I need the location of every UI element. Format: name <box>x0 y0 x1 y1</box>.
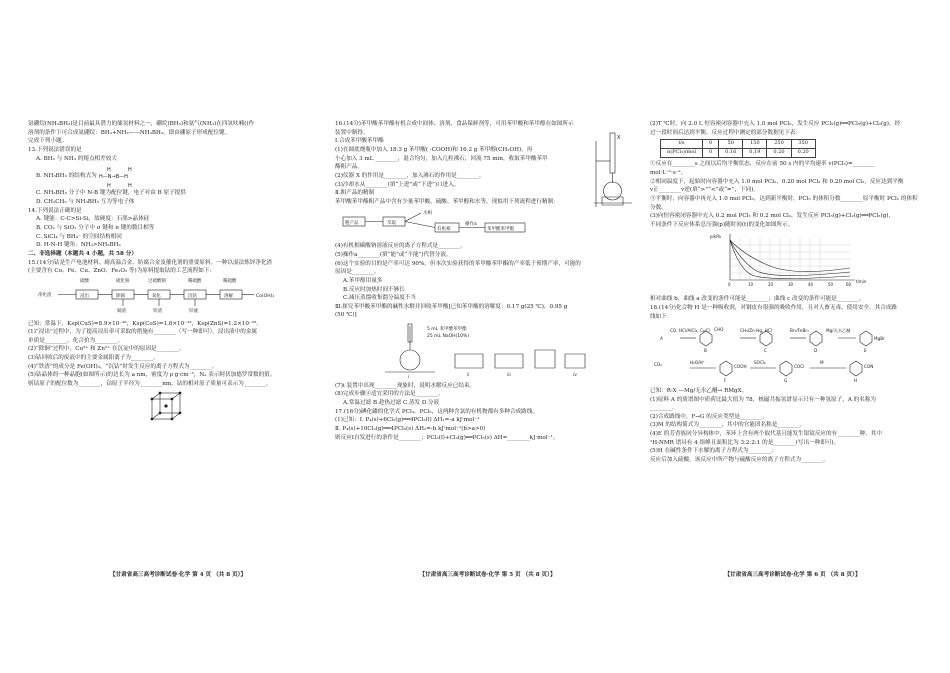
svg-text:H—N→B—H: H—N→B—H <box>98 174 128 181</box>
axis-label: p/kPa <box>710 233 721 239</box>
flow-label: 水相 <box>423 210 432 216</box>
text-line: (1)已知：Ⅰ. P₄(s)+6Cl₂(g)══4PCl₃(l) ΔH₁=-a kJ·mol⁻¹ <box>335 417 480 424</box>
flow-label: 锌液 <box>189 308 198 314</box>
apparatus-label: iv <box>573 373 577 379</box>
flow-label: 沉钴 <box>188 293 197 299</box>
text-line: ¹H-NMR 谱具有 4 组峰且面积比为 3:2:2:1 的是________(写出一种即可)。 <box>650 439 840 446</box>
page-footer: 【甘肃省高三高考诊断试卷·化学 第 5 页 （共 8 页）】 <box>419 572 556 579</box>
scheme-label: CH₃/Zn-Hg, HCl <box>740 328 772 334</box>
structure-formula-icon <box>97 163 147 189</box>
option: A.苯甲醇用量多 <box>343 277 383 284</box>
flow-label: 稀硫酸 <box>223 278 237 284</box>
text-line: (8)完成步骤④适宜采用的方法是________。 <box>335 391 444 398</box>
exam-page-5 <box>335 120 640 580</box>
option: C.减压蒸馏收集馏分温度不当 <box>343 295 416 302</box>
text-line: (3)向恒容密闭容器中充入 0.2 mol PCl₅ 和 0.2 mol Cl₂，发生反应 PCl₅(g)+Cl₂(g)══PCl₃(g)， <box>650 213 895 220</box>
text-line: 已知：常温下，Ksp(CuS)=8.9×10⁻³⁶，Ksp(CoS)=1.8×10⁻²²，Ksp(ZnS)=1.2×10⁻²²。 <box>28 320 262 327</box>
apparatus-label: 5 mL 苯甲酸苯甲酯 <box>427 327 467 333</box>
text-line: 则钴原子的配位数为________，钴原子半径为________nm，钴的相对原子质量可表示为________。 <box>28 381 272 388</box>
flow-label: 苯甲酸苯甲酯 <box>487 226 514 232</box>
text-line: (1)原料 A 的质谱图中质荷比最大值为 78，核磁共振氢谱显示只有一种氢原子，A 的名称为 <box>650 396 877 403</box>
reflux-apparatus-icon <box>588 131 638 211</box>
svg-text:H: H <box>127 183 132 190</box>
text-line: 则反应Ⅰ自发进行的条件是________；PCl₃(l)+Cl₂(g)══PCl₅(s) ΔH=________kJ·mol⁻¹。 <box>335 434 559 441</box>
scheme-label: MgBr <box>874 336 885 342</box>
table-cell: t/s <box>661 140 703 149</box>
flow-label: 萃取 <box>387 220 396 226</box>
tick-label: 60 <box>846 281 852 287</box>
flow-label: 硫酸 <box>80 278 89 284</box>
apparatus-label: 25 mL NaOH(10%) <box>427 334 470 340</box>
question-15: 15.(14分)钴是生产电池材料、耐高温合金、防腐合金及催化剂的重要原料。一种以湿法炼锌净化渣 <box>28 259 273 266</box>
option: B. CO₂ 与 SiO₂ 分子中 σ 键和 π 键的数目相等 <box>36 224 155 231</box>
table-row <box>661 149 816 158</box>
sub-heading: Ⅰ.合成苯甲酸苯甲酯 <box>335 138 384 145</box>
scheme-label: COOH <box>734 364 747 370</box>
scheme-label: CHO <box>714 327 724 333</box>
flow-label: 溶解 <box>224 293 233 299</box>
flow-label: 铜渣 <box>117 308 126 314</box>
table-cell: 350 <box>791 140 815 149</box>
axis-label: t/min <box>856 278 867 284</box>
text-line: 过一段时间后达到平衡。反应过程中测定的部分数据见下表： <box>650 129 802 136</box>
table-cell: n(PCl₃)/mol <box>661 149 703 158</box>
exam-page-4 <box>28 120 328 580</box>
flow-label: 铁渣 <box>153 308 162 314</box>
section-heading: 二、非选择题（本题共 4 小题，共 58 分） <box>28 250 137 257</box>
text-line: Ⅲ.探究苯甲酸苯甲酯的碱性水解并回收苯甲酸[已知苯甲酸的溶解度：0.17 g(25 ℃)，0.95 g <box>335 303 568 310</box>
option: A.常温过滤 B.趁热过滤 C.蒸发 D.分液 <box>343 400 440 407</box>
text-line: 酯粗产品。 <box>335 164 363 171</box>
text-line: 相对曲线 b，曲线 a 改变的条件可能是________；曲线 c 改变的条件可能是________。 <box>650 296 865 303</box>
option: B.反应时加热时间不够长 <box>343 286 405 293</box>
text-line: (4)E 的芳香族同分异构体中，苯环上含有两个取代基且能发生银镜反应的有________种，其中 <box>650 431 882 438</box>
option: A. BH₃ 与 NH₃ 的熔点相差较大 <box>36 155 117 162</box>
text-line: (2)合成路线中，F→G 的反应类型是________。 <box>650 413 768 420</box>
tick-label: 10 <box>748 281 754 287</box>
option: B. NH₃BH₃ 的结构式为 <box>36 172 97 179</box>
scheme-label: CON <box>864 364 874 370</box>
apparatus-label: ii <box>467 373 470 379</box>
text-line: 线如下： <box>650 313 673 320</box>
text-line: (7)i 装置中出现________现象时，说明水解反应已结束。 <box>335 382 476 389</box>
exam-page-6 <box>650 120 935 580</box>
question-18: 18.(14分)化合物 H 是一种吸收剂，对钢皮有很强的吸收作用，且对人畜无毒，使用安全。其合成路 <box>650 304 897 311</box>
scheme-label: M <box>820 360 824 366</box>
scheme-label: A <box>660 336 663 342</box>
hydrolysis-apparatus-diagram <box>335 320 635 378</box>
text-line: ②相同温度下，起始时向容器中充入 1.0 mol PCl₅、0.20 mol PCl₃ 和 0.20 mol Cl₂，反应达到平衡 <box>650 178 904 185</box>
crystal-unit-cell-icon <box>138 389 198 423</box>
synthesis-route-diagram <box>650 321 935 383</box>
page-footer: 【甘肃省高三高考诊断试卷·化学 第 4 页 （共 8 页）】 <box>109 572 247 579</box>
text-line: (2)仪器 X 的作用是________，加入沸石的作用是________。 <box>335 172 485 179</box>
table-cell: 0 <box>702 149 718 158</box>
table-cell: 0.19 <box>743 149 767 158</box>
text-line: (3)钴回收后的废液中的主要金属阳离子为________。 <box>28 355 159 362</box>
table-cell: 0.16 <box>719 149 743 158</box>
text-line: (5)H 在碱性条件下水解的离子方程式为________； <box>650 448 777 455</box>
text-line: Ⅱ. P₄(s)+10Cl₂(g)══4PCl₅(s) ΔH₂=-b kJ·mol⁻¹(b>a>0) <box>335 426 486 433</box>
text-line: 反应后加入硫酸，该反应中所产物与硫酸反应的离子方程式为________。 <box>650 457 830 464</box>
text-line: 氨硼烷(NH₃BH₃)是目前最具潜力的储氢材料之一，硼烷(BH₃)和氨气(NH₃)在四氢呋喃()作 <box>28 121 255 127</box>
scheme-label: CO₂ <box>654 362 662 368</box>
question-14: 14.下列说法正确的是 <box>28 207 82 214</box>
text-line: (1)在圆底烧瓶中加入 18.3 g 苯甲酸( -COOH)和 16.2 g 苯甲醇(CH₂OH)，再 <box>335 146 533 153</box>
text-line: ________。 <box>650 405 678 412</box>
pressure-time-graph <box>650 230 935 292</box>
text-line: mol·L⁻¹·s⁻¹。 <box>650 169 687 176</box>
scheme-label: E <box>864 348 867 354</box>
text-line: (6)这个实验的目的是产率可达 90%，但本次实验获得的苯甲酸苯甲酯的产率低于预期产率，可能的 <box>335 260 581 267</box>
table-cell: 50 <box>719 140 743 149</box>
text-line: 单质是________，化合价为________。 <box>28 337 124 344</box>
text-line: 小心加入 3 mL ________，混合均匀，加入几粒沸石，回流 75 min，收取苯甲酸苯甲 <box>335 155 548 162</box>
flow-label: 净化渣 <box>38 292 52 298</box>
scheme-label: SOCl₂ <box>754 360 766 366</box>
flow-label: 硫化钠 <box>116 278 130 284</box>
svg-text:X: X <box>617 135 621 142</box>
text-line: ③平衡时，向容器中再充入 1.0 mol PCl₅，达到新平衡时，PCl₅ 的体积分数________原平衡时 PCl₅ 的体积 <box>650 195 918 202</box>
text-line: (1)“浸出”过程中，为了提高浸出率可采取的措施有________（写一种即可）。浸出液中的金属 <box>28 329 258 336</box>
purification-flow-diagram <box>335 207 635 239</box>
scheme-label: C <box>764 348 767 354</box>
option: C. SiCl₄ 与 BH₄⁻ 的空间结构相同 <box>36 233 122 240</box>
flow-label: 氧化 <box>152 293 161 299</box>
text-line: v正________v逆(填“>”“<”或“=”，下同)。 <box>650 187 760 194</box>
scheme-label: CO, HCl/AlCl₃, CuCl <box>670 328 710 334</box>
table-row <box>661 140 816 149</box>
option: D. CH₃CH₃ 与 NH₃BH₃ 互为等电子体 <box>36 198 135 205</box>
text-line: (主要含有 Co、Fe、Cu、ZnO、Fe₂O₃ 等)为原料提取钴的工艺流程如下： <box>28 268 216 275</box>
tick-label: 50 <box>828 281 834 287</box>
scheme-label: F <box>724 378 727 384</box>
text-line: 完成下列小题。 <box>28 138 68 145</box>
text-line: (2)“除铜”过程中，Cu²⁺ 和 Zn²⁺ 在沉淀中的原因是________。 <box>28 346 185 353</box>
option: C. NH₃BH₃ 分子中 N-B 键为配位键，电子对由 B 原子提供 <box>36 190 186 197</box>
text-line: (5)钴晶体的一种晶胞(如图所示)的边长为 a nm，密度为 ρ g·cm⁻³，Nₐ 表示阿伏加德罗常数的值。 <box>28 372 276 379</box>
table-cell: 250 <box>767 140 791 149</box>
svg-text:H: H <box>127 167 132 174</box>
text-line: 苯甲酸苯甲酯粗产品中含有少量苯甲酸、硫酸、苯甲醇和水等，现拟用下列流程进行精制： <box>335 198 559 205</box>
question-16: 16.(14分)苯甲酸苯甲酯有机合成中间体、溶剂、食品保鲜剂等，可用苯甲酸和苯甲醇在如图所示 <box>335 121 574 127</box>
tick-label: 40 <box>808 281 814 287</box>
flow-label: 操作a <box>465 221 477 227</box>
tick-label: 30 <box>788 281 794 287</box>
flow-label: 粗产品 <box>345 220 359 226</box>
text-line: ①反应在________s 之间以后均平衡状态，反应在前 50 s 内的平均速率 v(PCl₃)=________ <box>650 161 876 168</box>
text-line: (50 ℃)] <box>335 312 357 319</box>
table-cell: 0.20 <box>767 149 791 158</box>
table-cell: 0 <box>702 140 718 149</box>
question-17: 17.(16分)碘化磷的化学式 PCl₃，PCl₅，这两种含氯的有机物都有多种合成路线。 <box>335 408 538 415</box>
data-table <box>660 139 816 158</box>
table-cell: 150 <box>743 140 767 149</box>
process-flow-diagram <box>28 276 328 316</box>
scheme-label: H₂O/H⁺ <box>690 360 705 366</box>
text-line: 已知：R-X —Mg/无水乙醚→ RMgX。 <box>650 387 748 394</box>
scheme-label: D <box>814 348 818 354</box>
text-line: 溶剂的条件下可合成氨硼烷：BH₃+NH₃——NH₃BH₃，即由硼原子形成配位键。 <box>28 129 231 136</box>
question-13: 13.下列说法错误的是 <box>28 146 82 153</box>
option: D. H-N-H 键角：NH₃>NH₃BH₃ <box>36 242 121 249</box>
apparatus-label: i <box>408 375 410 379</box>
text-line: 不同条件下反应体系总压强(p)随时间(t)的变化如图所示。 <box>650 221 794 228</box>
flow-label: 稀硫酸 <box>188 278 202 284</box>
svg-text:H: H <box>106 167 111 174</box>
scheme-label: B <box>704 348 707 354</box>
table-cell: 0.20 <box>791 149 815 158</box>
scheme-label: Br₂/FeBr₃ <box>790 328 809 334</box>
flow-label: Co(OH)₂ <box>256 293 275 299</box>
option: A. 键能：C-C>Si-Si，故硬度：石墨>晶体硅 <box>36 216 150 223</box>
scheme-label: Mg/无水乙醚 <box>826 328 851 334</box>
svg-text:H: H <box>106 183 111 190</box>
text-line: (4)有机相碳酸钠溶液反应的离子方程式是________。 <box>335 243 466 250</box>
flow-label: 浸出 <box>80 293 89 299</box>
flow-label: 过硫酸钠 <box>148 278 166 284</box>
text-line: (4)“铁渣”的成分是 Fe(OH)₃，“沉钴”时发生反应的离子方程式为________。 <box>28 363 218 370</box>
page-footer: 【甘肃省高三高考诊断试卷·化学 第 6 页 （共 8 页）】 <box>724 572 861 579</box>
scheme-label: COCl <box>794 364 805 370</box>
sub-heading: Ⅱ.粗产品的精制 <box>335 190 375 197</box>
text-line: 分数。 <box>650 204 667 211</box>
scheme-label: H <box>854 378 858 384</box>
text-line: (2)T ℃时，向 2.0 L 恒容密闭容器中充入 1.0 mol PCl₅，发生反应 PCl₅(g)══PCl₃(g)+Cl₂(g)，经 <box>650 121 901 127</box>
tick-label: 0 <box>728 281 731 287</box>
tick-label: 20 <box>768 281 774 287</box>
text-line: 装置中制得。 <box>335 129 369 136</box>
flow-label: 除铜 <box>116 293 125 299</box>
text-line: 原因是________。 <box>335 269 380 276</box>
flow-label: 有机相 <box>437 226 451 232</box>
apparatus-label: iii <box>507 373 511 379</box>
scheme-label: G <box>784 378 788 384</box>
text-line: (5)操作a________(填“能”或“不能”)代替分液。 <box>335 251 452 258</box>
text-line: (3)M 的结构简式为________，其中的官能团名称是________。 <box>650 422 806 429</box>
text-line: (3)冷却水从________(填“上进”或“下进”)口进入。 <box>335 181 460 188</box>
